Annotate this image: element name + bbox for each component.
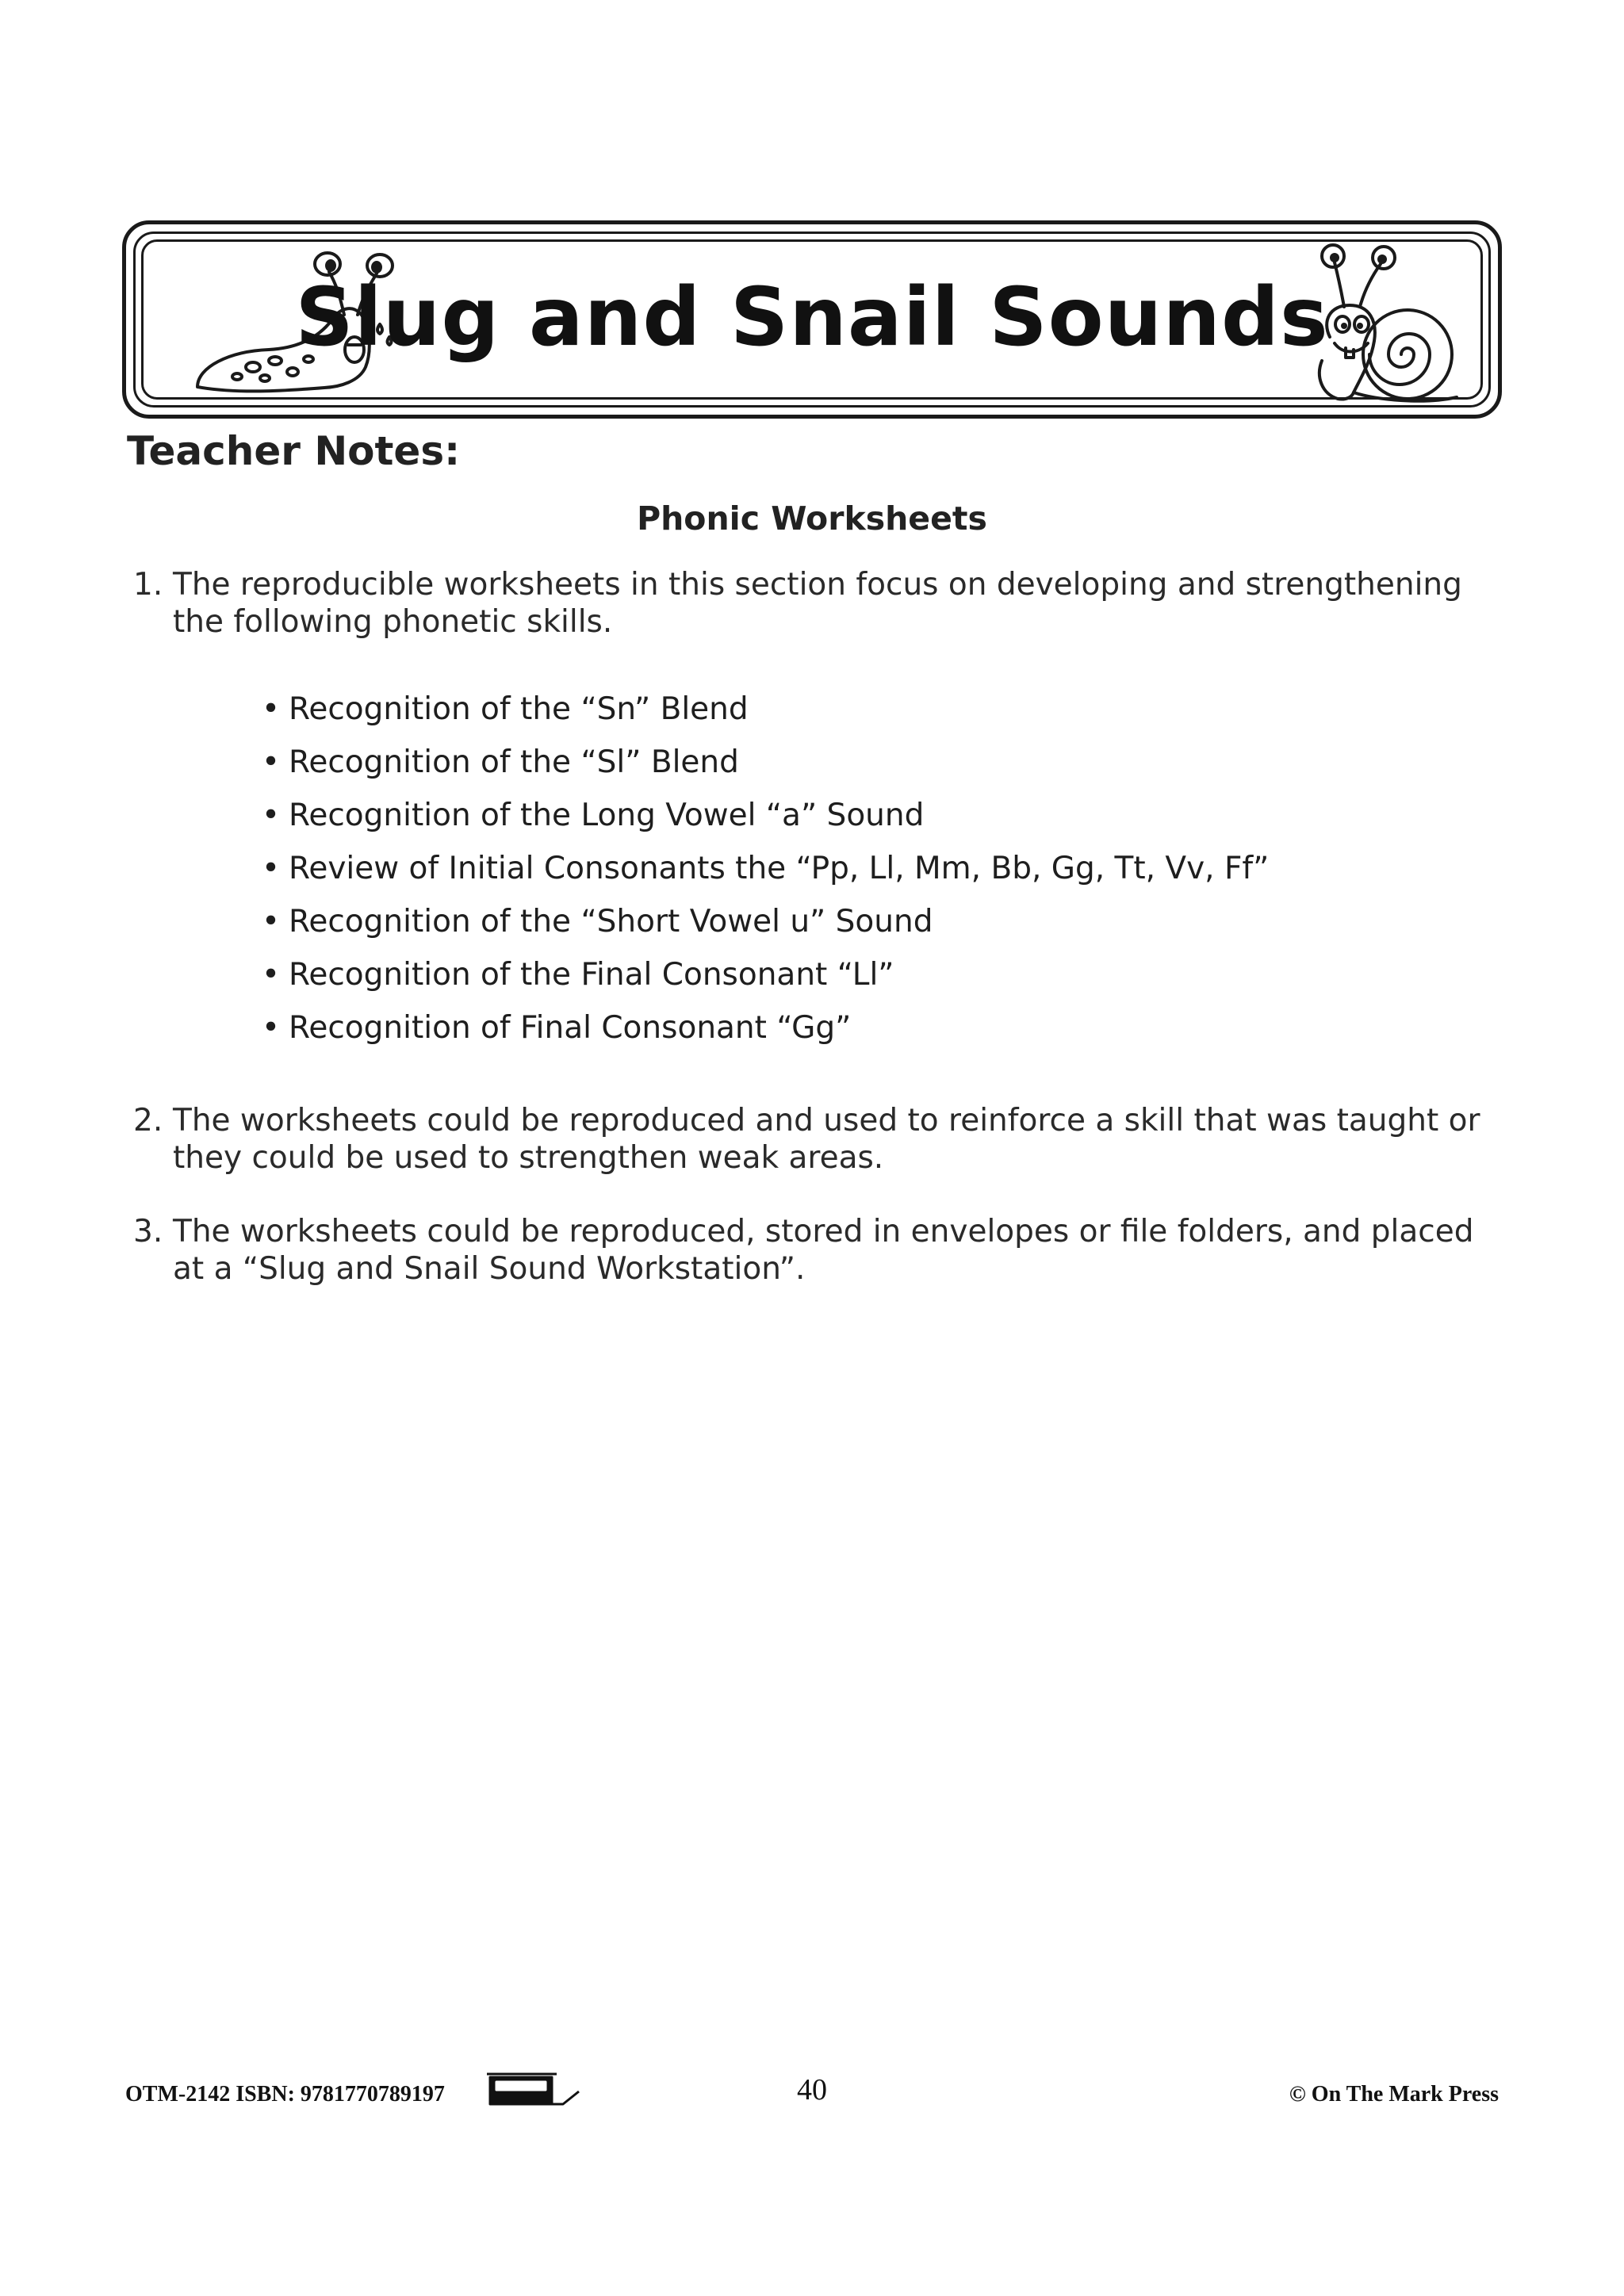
- list-item: [262, 851, 1269, 904]
- bullet-icon: •: [262, 744, 281, 780]
- paragraph-1: [133, 566, 1497, 641]
- bullet-icon: •: [262, 851, 281, 886]
- bullet-icon: •: [262, 1010, 281, 1046]
- bullet-icon: •: [262, 691, 281, 727]
- paragraph-text: The worksheets could be reproduced, stored in envelopes or file folders, and placed: [173, 1214, 1474, 1249]
- footer-product-code: OTM-2142 ISBN: 9781770789197: [125, 2082, 445, 2107]
- footer-copyright: © On The Mark Press: [1289, 2082, 1499, 2107]
- list-item-text: Recognition of Final Consonant “Gg”: [289, 1010, 852, 1046]
- list-item: [262, 957, 1269, 1010]
- teacher-notes-heading: Teacher Notes:: [127, 428, 461, 474]
- paragraph-number: 1.: [133, 567, 163, 603]
- snail-icon: [1306, 242, 1465, 410]
- page-title: Slug and Snail Sounds: [295, 270, 1329, 365]
- list-item-text: Recognition of the “Sn” Blend: [289, 691, 749, 727]
- list-item-text: Recognition of the Final Consonant “Ll”: [289, 957, 894, 993]
- bullet-icon: •: [262, 957, 281, 993]
- bullet-icon: •: [262, 904, 281, 939]
- paragraph-number: 3.: [133, 1214, 163, 1249]
- paragraph-number: 2.: [133, 1103, 163, 1138]
- paragraph-text: The reproducible worksheets in this section focus on developing and strengthening: [173, 567, 1462, 603]
- list-item-text: Recognition of the “Sl” Blend: [289, 744, 739, 780]
- list-item: [262, 744, 1269, 798]
- list-item: [262, 798, 1269, 851]
- section-title: Phonic Worksheets: [637, 499, 987, 538]
- list-item: [262, 1010, 1269, 1063]
- paragraph-text: they could be used to strengthen weak areas.: [173, 1140, 884, 1176]
- paragraph-3: [133, 1213, 1497, 1288]
- paragraph-text: the following phonetic skills.: [173, 604, 613, 640]
- list-item: [262, 691, 1269, 744]
- title-banner: [122, 220, 1502, 419]
- list-item: [262, 904, 1269, 957]
- paragraph-text: at a “Slug and Snail Sound Workstation”.: [173, 1251, 806, 1287]
- bullet-icon: •: [262, 798, 281, 833]
- paragraph-2: [133, 1102, 1497, 1177]
- list-item-text: Recognition of the Long Vowel “a” Sound: [289, 798, 925, 833]
- skills-list: [262, 691, 1269, 1063]
- paragraph-text: The worksheets could be reproduced and used to reinforce a skill that was taught or: [173, 1103, 1480, 1138]
- list-item-text: Recognition of the “Short Vowel u” Sound: [289, 904, 933, 939]
- page-number: 40: [797, 2073, 827, 2107]
- list-item-text: Review of Initial Consonants the “Pp, Ll, Mm, Bb, Gg, Tt, Vv, Ff”: [289, 851, 1270, 886]
